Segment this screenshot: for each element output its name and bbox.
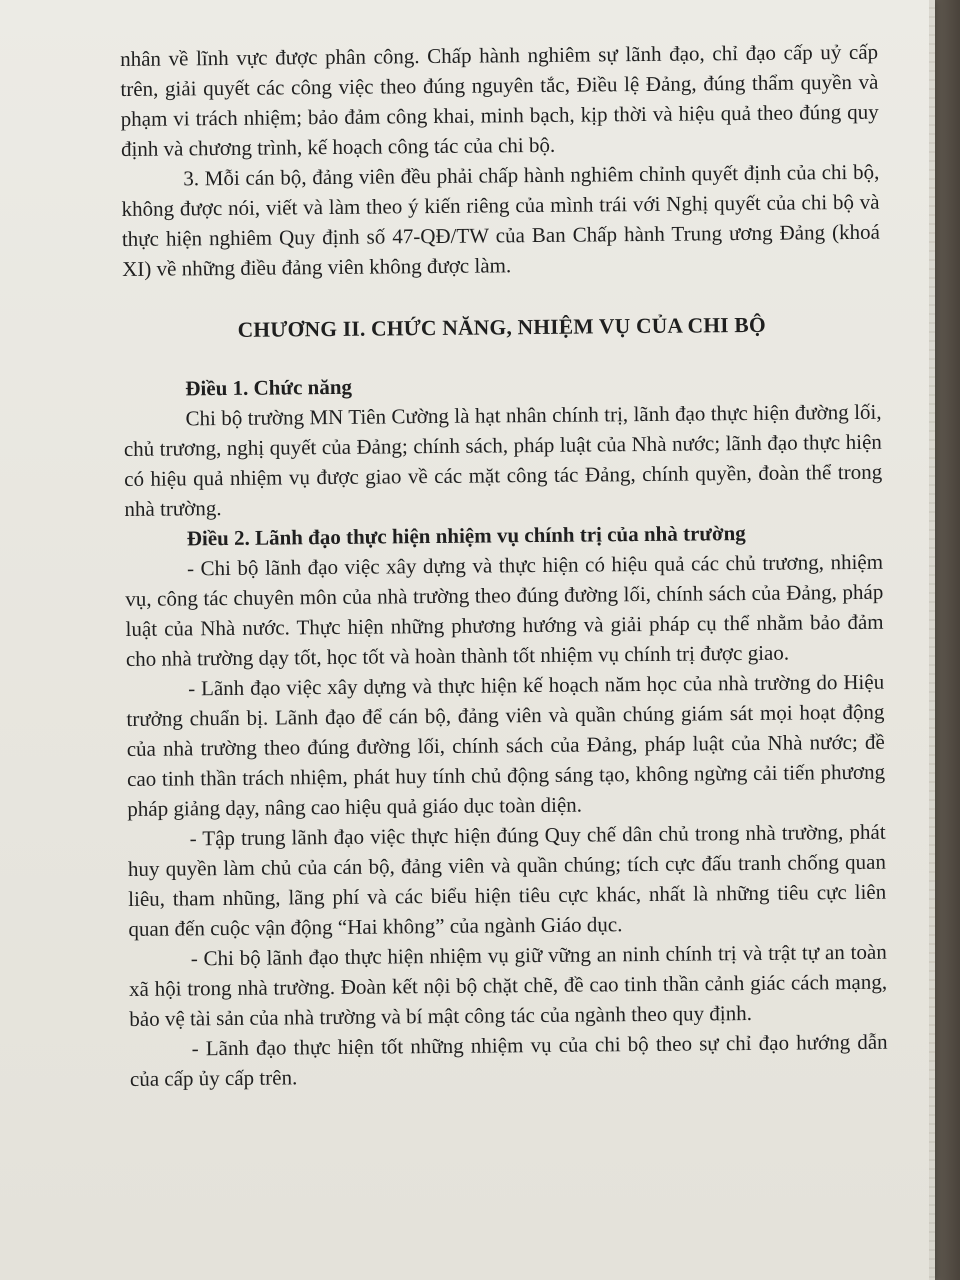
article-1-title: Điều 1. Chức năng [185,374,353,401]
article-2-item: - Chi bộ lãnh đạo thực hiện nhiệm vụ giữ vững an ninh chính trị và trật tự an toàn xã hội trong nhà trường. Đoàn kết nội bộ chặt chẽ, đề cao tinh thần cảnh giác cách mạng, bảo vệ tài sản của nhà trường và bí mật công tác của ngành theo quy định. [128,939,888,1031]
page-edge [929,0,935,1280]
article-1-body: Chi bộ trường MN Tiên Cường là hạt nhân chính trị, lãnh đạo thực hiện đường lối, chủ trương, nghị quyết của Đảng; chính sách, pháp luật của Nhà nước; lãnh đạo thực hiện có hiệu quả nhiệm vụ được giao về các mặt công tác Đảng, chính quyền, đoàn thể trong nhà trường. [123,399,883,521]
document-content [120,37,888,1094]
chapter-title: CHƯƠNG II. CHỨC NĂNG, NHIỆM VỤ CỦA CHI BỘ [237,312,766,342]
article-2-item: - Lãnh đạo việc xây dựng và thực hiện kế hoạch năm học của nhà trường do Hiệu trưởng chuẩn bị. Lãnh đạo để cán bộ, đảng viên và quần chúng giám sát mọi hoạt động của nhà trường theo đúng đường lối, chính sách của Đảng, pháp luật của Nhà nước; đề cao tinh thần trách nhiệm, phát huy tính chủ động sáng tạo, không ngừng cải tiến phương pháp giảng dạy, nâng cao hiệu quả giáo dục toàn diện. [126,669,886,821]
intro-paragraph-3: 3. Mỗi cán bộ, đảng viên đều phải chấp hành nghiêm chỉnh quyết định của chi bộ, không được nói, viết và làm theo ý kiến riêng của mình trái với Nghị quyết của chi bộ và thực hiện nghiêm Quy định số 47-QĐ/TW của Ban Chấp hành Trung ương Đảng (khoá XI) về những điều đảng viên không được làm. [121,159,880,281]
article-2-title: Điều 2. Lãnh đạo thực hiện nhiệm vụ chính trị của nhà trường [186,521,746,551]
intro-paragraph-continuation: nhân về lĩnh vực được phân công. Chấp hành nghiêm sự lãnh đạo, chỉ đạo cấp uỷ cấp trên, giải quyết các công việc theo đúng nguyên tắc, Điều lệ Đảng, đúng thẩm quyền và phạm vi trách nhiệm; bảo đảm công khai, minh bạch, kịp thời và hiệu quả theo đúng quy định và chương trình, kế hoạch công tác của chi bộ. [120,39,879,161]
article-2-item: - Lãnh đạo thực hiện tốt những nhiệm vụ của chi bộ theo sự chỉ đạo hướng dẫn của cấp ủy cấp trên. [129,1029,888,1091]
article-2-item: - Chi bộ lãnh đạo việc xây dựng và thực hiện có hiệu quả các chủ trương, nhiệm vụ, công tác chuyên môn của nhà trường theo đúng đường lối, chính sách của Đảng, pháp luật của Nhà nước. Thực hiện những phương hướng và giải pháp cụ thể nhằm bảo đảm cho nhà trường dạy tốt, học tốt và hoàn thành tốt nhiệm vụ chính trị được giao. [125,549,884,671]
article-2-item: - Tập trung lãnh đạo việc thực hiện đúng Quy chế dân chủ trong nhà trường, phát huy quyền làm chủ của cán bộ, đảng viên và quần chúng; tích cực đấu tranh chống quan liêu, tham nhũng, lãng phí và các biểu hiện tiêu cực khác, nhất là những tiêu cực liên quan đến cuộc vận động “Hai không” của ngành Giáo dục. [127,819,887,941]
